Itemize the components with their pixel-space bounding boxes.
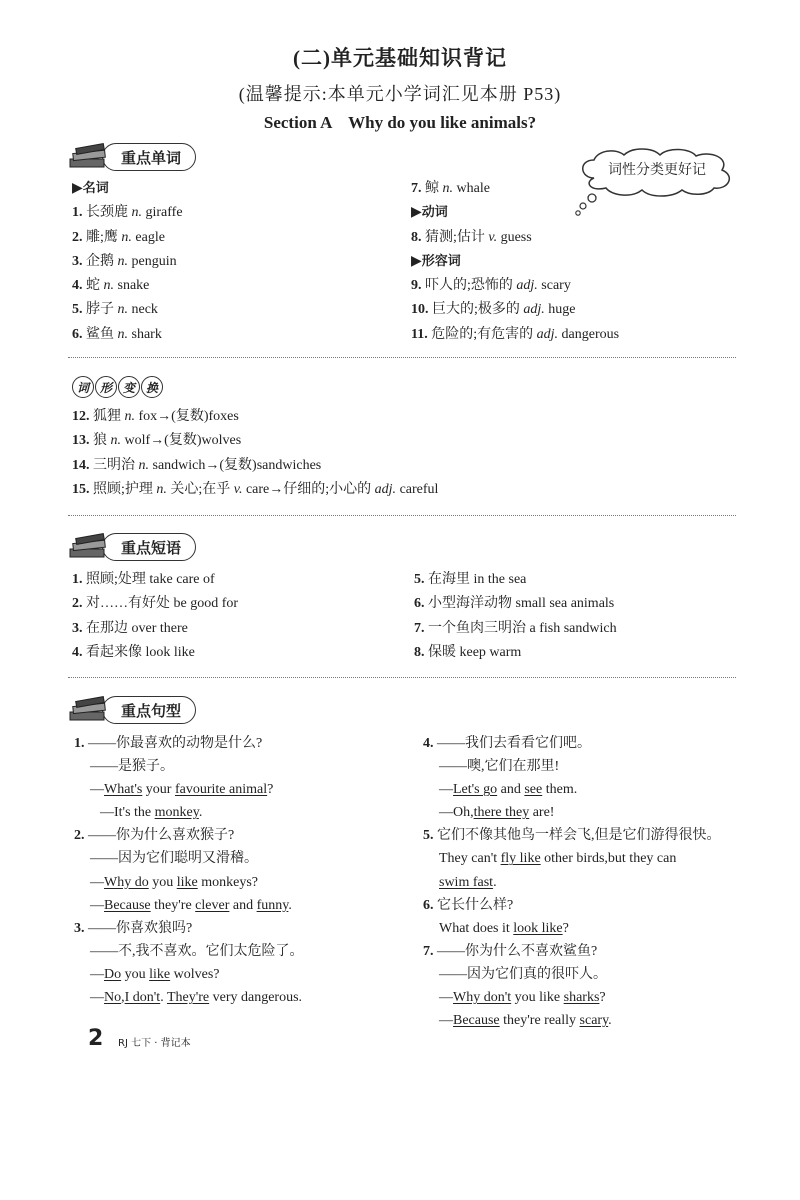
verb-category: ▶动词 [411,205,448,221]
books-icon [68,696,112,724]
key-words-banner [68,141,196,173]
list-item: 8. 猜测;估计 v. guess [411,229,532,245]
cloud-note-text: 词性分类更好记 [608,162,706,178]
list-item: 10. 巨大的;极多的 adj. huge [411,302,576,318]
arrow-icon: → [157,409,172,424]
page-title: (二)单元基础知识背记 [293,46,507,70]
list-item: 2. 雕;鹰 n. eagle [72,229,165,245]
sentence-5: 5. 它们不像其他鸟一样会飞,但是它们游得很快。 [423,828,721,844]
key-sentences-right: 4. ——我们去看看它们吧。 ——噢,它们在那里! —Let's go and see them. —Oh,there they are! 5. 它们不像其他鸟一样会飞,但是它们游得很快。 They can't fly like other birds,but they can swim fast. 6. 它长什么样? What does it look like? 7. ——你为什么不喜欢鲨鱼? ——因为它们真的很吓人。 —Why don't you like sharks? —Because they're really scary. [423,732,753,1032]
sentence-6: 6. 它长什么样? [423,897,514,913]
list-item: 3. 在那边 over there [72,620,188,636]
list-item: 6. 小型海洋动物 small sea animals [414,596,615,612]
arrow-icon: → [269,481,284,497]
sentence-7: 7. ——你为什么不喜欢鲨鱼? [423,943,598,959]
divider [68,515,736,516]
key-sentences-banner [68,694,196,726]
list-item: 8. 保暖 keep warm [414,644,522,660]
key-sentences-banner-label: 重点句型 [102,696,196,724]
list-item: 3. 企鹅 n. penguin [72,253,177,269]
sentence-2: 2. ——你为什么喜欢猴子? [74,828,235,844]
page-number: 2 [88,1026,104,1051]
page-subtitle: (温馨提示:本单元小学词汇见本册 P53) [238,84,562,104]
triangle-icon: ▶ [411,253,422,269]
key-phrases-right [414,568,617,665]
key-words-right-column [411,177,619,347]
key-phrases-banner [68,531,196,563]
sentence-4: 4. ——我们去看看它们吧。 [423,736,591,751]
list-item: 5. 脖子 n. neck [72,302,158,318]
list-item: 7. 鲸 n. whale [411,181,490,196]
arrow-icon: → [205,457,220,473]
list-item: 1. 照顾;处理 take care of [72,572,215,587]
list-item: 2. 对……有好处 be good for [72,596,239,612]
triangle-icon: ▶ [72,181,83,196]
list-item: 11. 危险的;有危害的 adj. dangerous [411,326,620,342]
list-item: 14. 三明治 n. sandwich→(复数)sandwiches [72,457,322,473]
list-item: 5. 在海里 in the sea [414,572,527,587]
list-item: 1. 长颈鹿 n. giraffe [72,205,183,221]
word-forms-tag: 词 形 变 换 [72,376,163,398]
list-item: 12. 狐狸 n. fox→(复数)foxes [72,409,239,424]
list-item: 15. 照顾;护理 n. 关心;在乎 v. care→仔细的;小心的 adj. careful [72,481,439,497]
word-forms-list [72,405,438,502]
list-item: 7. 一个鱼肉三明治 a fish sandwich [414,620,617,636]
sentence-3: 3. ——你喜欢狼吗? [74,920,193,936]
key-phrases-banner-label: 重点短语 [102,533,196,561]
sentence-1: 1. ——你最喜欢的动物是什么? [74,736,263,751]
key-sentences-left: 1. ——你最喜欢的动物是什么? ——是猴子。 —What's your favourite animal? —It's the monkey. 2. ——你为什么喜欢猴子? ——因为它们聪明又滑稽。 —Why do you like monkeys? —Because they're clever and funny. 3. ——你喜欢狼吗? ——不,我不喜欢。它们太危险了。 —Do you like wolves? —No,I don't. They're very dangerous. [74,732,404,1009]
key-words-banner-label: 重点单词 [102,143,196,171]
list-item: 4. 蛇 n. snake [72,278,150,294]
adj-category: ▶形容词 [411,253,461,269]
divider [68,677,736,678]
books-icon [68,143,112,171]
divider [68,357,736,358]
footer-label: RJ 七下 · 背记本 [118,1038,191,1049]
section-heading: Section A Why do you like animals? [263,113,537,132]
list-item: 13. 狼 n. wolf→(复数)wolves [72,433,242,449]
list-item: 6. 鲨鱼 n. shark [72,326,162,342]
books-icon [68,533,112,561]
list-item: 4. 看起来像 look like [72,644,195,660]
key-phrases-left [72,568,238,665]
arrow-icon: → [150,433,165,449]
triangle-icon: ▶ [411,205,422,221]
noun-category: ▶名词 [72,181,109,196]
list-item: 9. 吓人的;恐怖的 adj. scary [411,278,571,294]
key-words-left-column [72,177,183,347]
